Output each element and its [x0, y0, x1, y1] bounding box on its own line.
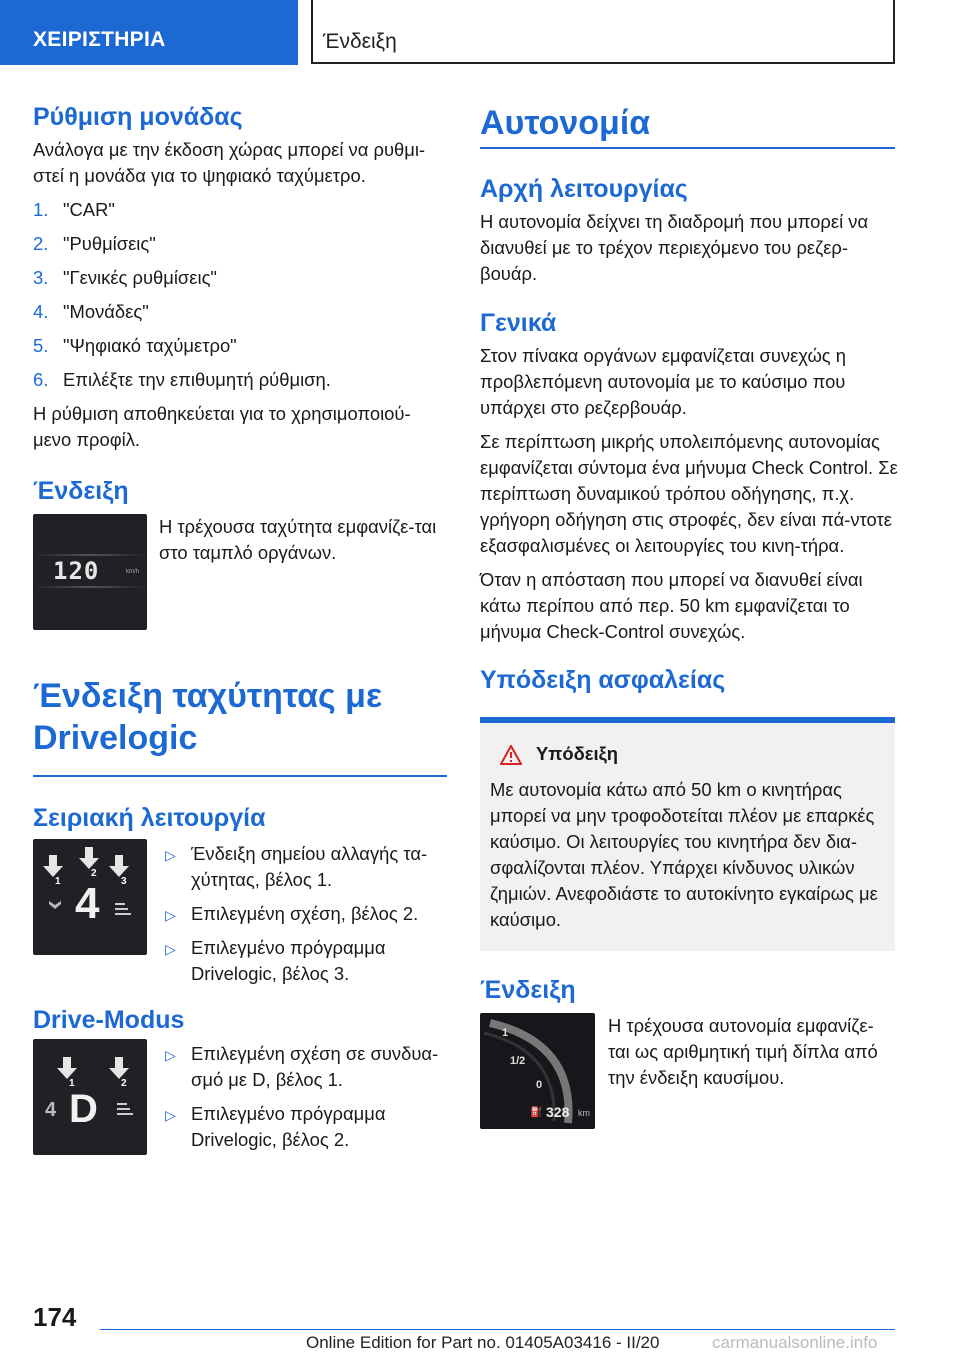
- arrow-label-2: 2: [121, 1078, 127, 1089]
- drivelogic-heading: Ένδειξη ταχύτητας με Drivelogic: [33, 677, 383, 757]
- list-item: ▷ Ένδειξη σημείου αλλαγής τα-χύτητας, βέλος 1.: [165, 843, 428, 890]
- range-heading: Αυτονομία: [480, 104, 651, 142]
- display-text: Η τρέχουσα ταχύτητα εμφανίζε-ται στο ταμπλό οργάνων.: [159, 516, 437, 563]
- fuel-gauge-image: [480, 1013, 595, 1129]
- step-item: 4. "Μονάδες": [33, 301, 149, 322]
- gear-number: 4: [75, 879, 100, 928]
- list-item: ▷ Επιλεγμένη σχέση, βέλος 2.: [165, 903, 419, 924]
- arrow-label-2: 2: [91, 868, 97, 879]
- speed-unit: km/h: [126, 569, 140, 575]
- warning-icon: [500, 745, 522, 765]
- drive-list: [161, 1041, 446, 1161]
- warning-title: Υπόδειξη: [536, 743, 618, 764]
- right-column: [480, 100, 898, 1133]
- general-heading: Γενικά: [480, 309, 557, 337]
- drive-mode-letter: D: [69, 1087, 98, 1131]
- step-item: 5. "Ψηφιακό ταχύμετρο": [33, 335, 237, 356]
- drivelogic-bars-icon: [115, 903, 131, 919]
- list-item: ▷ Επιλεγμένο πρόγραμμα Drivelogic, βέλος 3.: [165, 937, 386, 984]
- sequential-list: [161, 841, 446, 995]
- sequential-heading: Σειριακή λειτουργία: [33, 804, 266, 832]
- section-divider: [33, 775, 447, 777]
- speed-value: 120: [53, 557, 100, 585]
- left-column: [33, 100, 447, 1157]
- gauge-mark-empty: 0: [536, 1079, 543, 1091]
- general-text: Στον πίνακα οργάνων εμφανίζεται συνεχώς η προβλεπόμενη αυτονομία με το καύσιμο που υπάρχει στο ρεζερβουάρ.: [480, 345, 847, 418]
- gauge-mark-half: 1/2: [510, 1055, 526, 1067]
- list-item: ▷ Επιλεγμένη σχέση σε συνδυα-σμό με D, βέλος 1.: [165, 1043, 439, 1090]
- gear-number: 4: [45, 1099, 57, 1121]
- fuel-pump-icon: ⛽: [530, 1107, 543, 1118]
- unit-outro: Η ρύθμιση αποθηκεύεται για το χρησιμοποιού-μενο προφίλ.: [33, 403, 411, 450]
- edition-note: Online Edition for Part no. 01405A03416 - II/20: [306, 1333, 660, 1352]
- step-item: 1. "CAR": [33, 199, 115, 220]
- general-text: Όταν η απόσταση που μπορεί να διανυθεί είναι κάτω περίπου από περ. 50 km εμφανίζεται το μήνυμα Check-Control συνεχώς.: [480, 569, 863, 642]
- unit-intro: Ανάλογα με την έκδοση χώρας μπορεί να ρυθμι-στεί η μονάδα για το ψηφιακό ταχύμετρο.: [33, 139, 426, 186]
- step-item: 2. "Ρυθμίσεις": [33, 233, 156, 254]
- arrow-label-1: 1: [55, 876, 61, 887]
- range-value: 328: [546, 1104, 570, 1120]
- principle-heading: Αρχή λειτουργίας: [480, 175, 688, 203]
- page-number: 174: [33, 1302, 77, 1332]
- header-frame: [311, 0, 895, 64]
- step-item: 6. Επιλέξτε την επιθυμητή ρύθμιση.: [33, 369, 331, 390]
- unit-steps: [33, 197, 447, 393]
- warning-text: Με αυτονομία κάτω από 50 km ο κινητήρας μπορεί να μην τροφοδοτείται πλέον με επαρκές καύσιμο. Οι λειτουργίες του κινητήρα δεν δια-σφαλίζονται πλέον. Υπάρχει κίνδυνος υλικών ζημιών. Ανεφοδιάστε το αυτοκίνητο εγκαίρως με καύσιμο.: [490, 779, 878, 930]
- range-unit: km: [578, 1108, 590, 1118]
- chapter-tab: ΧΕΙΡΙΣΤΗΡΙΑ: [0, 0, 298, 65]
- safety-heading: Υπόδειξη ασφαλείας: [480, 666, 726, 694]
- principle-text: Η αυτονομία δείχνει τη διαδρομή που μπορεί να διανυθεί με το τρέχον περιεχόμενο του ρεζερ-βουάρ.: [480, 211, 869, 284]
- warning-box: [480, 717, 895, 951]
- general-text: Σε περίπτωση μικρής υπολειπόμενης αυτονομίας εμφανίζεται σύντομα ένα μήνυμα Check Control. Σε περίπτωση δυναμικού τρόπου οδήγησης, π.χ. γρήγορη οδήγηση στις στροφές, δεν είναι πά-ντοτε εξασφαλισμένες οι λειτουργίες του κινη-τήρα.: [480, 431, 898, 556]
- arrow-label-1: 1: [69, 1078, 75, 1089]
- display-heading: Ένδειξη: [33, 477, 129, 505]
- list-item: ▷ Επιλεγμένο πρόγραμμα Drivelogic, βέλος 2.: [165, 1103, 386, 1150]
- range-display-heading: Ένδειξη: [480, 976, 576, 1004]
- sequential-mode-image: [33, 839, 147, 955]
- arrow-label-3: 3: [121, 876, 127, 887]
- footer-divider: [100, 1329, 895, 1330]
- speedometer-image: [33, 514, 147, 630]
- drive-mode-image: [33, 1039, 147, 1155]
- section-divider: [480, 147, 895, 149]
- drive-heading: Drive-Modus: [33, 1006, 185, 1034]
- drivelogic-bars-icon: [117, 1103, 133, 1119]
- unit-heading: Ρύθμιση μονάδας: [33, 103, 243, 131]
- gauge-mark-full: 1: [502, 1027, 509, 1039]
- range-display-text: Η τρέχουσα αυτονομία εμφανίζε-ται ως αριθμητική τιμή δίπλα από την ένδειξη καυσίμου.: [608, 1015, 878, 1088]
- page-title: Ένδειξη: [323, 30, 397, 53]
- watermark: carmanualsonline.info: [712, 1333, 878, 1352]
- step-item: 3. "Γενικές ρυθμίσεις": [33, 267, 217, 288]
